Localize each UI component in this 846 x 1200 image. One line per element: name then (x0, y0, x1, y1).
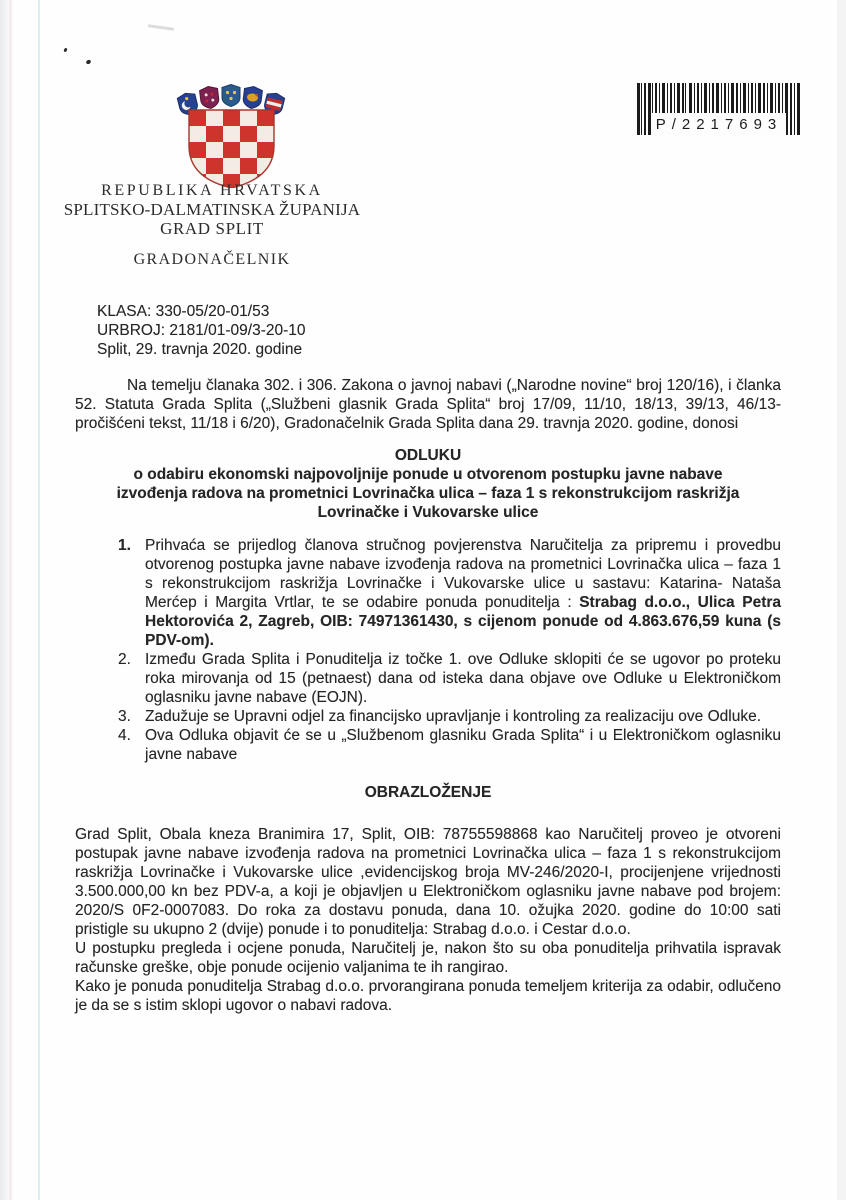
place-date-line: Split, 29. travnja 2020. godine (97, 341, 303, 358)
letterhead-country: REPUBLIKA HRVATSKA (101, 182, 323, 199)
klasa-line: KLASA: 330-05/20-01/53 (97, 303, 270, 320)
letterhead-county: SPLITSKO-DALMATINSKA ŽUPANIJA (63, 200, 361, 219)
explanation-title: OBRAZLOŽENJE (364, 784, 492, 801)
decision-item-number: 4. (118, 727, 131, 744)
scan-smudge (148, 24, 174, 31)
decision-item-text-bold: Strabag d.o.o., Ulica Petra Hektorovića 2, Zagreb, OIB: 74971361430, s cijenom ponude od 4.863.676,59 kuna (s PDV-om). (145, 594, 782, 649)
decision-title: ODLUKU (394, 447, 462, 464)
barcode (637, 83, 800, 135)
ink-speck (85, 59, 91, 65)
decision-item-text: Zadužuje se Upravni odjel za financijsko upravljanje i kontroling za realizaciju ove Odluke. (145, 708, 762, 725)
explanation-paragraph: Kako je ponuda ponuditelja Strabag d.o.o. prvorangirana ponuda temeljem kriterija za odabir, odlučeno je da se s istim sklopi ugovor o nabavi radova. (75, 978, 781, 1014)
decision-item-text-normal: Prihvaća se prijedlog članova stručnog povjerenstva Naručitelja za pripremu i provedbu otvorenog postupka javne nabave izvođenja radova na prometnici Lovrinačka ulica – faza 1 s rekonstrukcijom raskrižja Lovrinačke i Vukovarske ulice u sastavu: Katarina- Nataša Merćep i Margita Vrtlar, te se odabire ponuda ponuditelja : (145, 537, 781, 611)
explanation-paragraph: U postupku pregleda i ocjene ponuda, Naručitelj je, nakon što su oba ponuditelja prihvatila ispravak računske greške, obje ponude ocijenio valjanima te ih rangirao. (75, 940, 781, 976)
scan-streak-pink (9, 0, 12, 1200)
scan-edge-right (837, 0, 846, 1200)
document-letterhead (38, 181, 386, 238)
urbroj-line: URBROJ: 2181/01-09/3-20-10 (97, 322, 306, 339)
decision-item (118, 707, 781, 726)
decision-item-number: 2. (118, 651, 131, 668)
decision-item-number: 1. (118, 537, 131, 554)
decision-subtitle: o odabiru ekonomski najpovoljnije ponude u otvorenom postupku javne nabave izvođenja radova na prometnici Lovrinačka ulica – faza 1 s rekonstrukcijom raskrižja Lovrinačke i Vukovarske ulice (116, 466, 740, 521)
decision-item-text: Između Grada Splita i Ponuditelja iz točke 1. ove Odluke sklopiti će se ugovor po proteku roka mirovanja od 15 (petnaest) dana od isteka dana objave ove Odluke u Elektroničkom oglasniku javne nabave (EOJN). (145, 651, 781, 706)
preamble-paragraph: Na temelju članaka 302. i 306. Zakona o javnoj nabavi („Narodne novine“ broj 120/16), i članka 52. Statuta Grada Splita („Službeni glasnik Grada Splita“ broj 17/09, 11/10, 18/13, 39/13, 46/13-pročišćeni tekst, 11/18 i 6/20), Gradonačelnik Grada Splita dana 29. travnja 2020. godine, donosi (75, 377, 781, 432)
document-body (75, 302, 781, 1015)
reference-block (97, 302, 781, 359)
barcode-label: P/2217693 (652, 113, 786, 135)
decision-item (118, 726, 781, 764)
croatian-coat-of-arms-icon (176, 84, 286, 188)
letterhead-office: GRADONAČELNIK (133, 251, 291, 268)
decision-item (118, 650, 781, 707)
letterhead-city: GRAD SPLIT (160, 219, 264, 238)
explanation-section (75, 825, 781, 1015)
ink-speck (63, 48, 67, 53)
explanation-paragraph: Grad Split, Obala kneza Branimira 17, Split, OIB: 78755598868 kao Naručitelj proveo je otvoreni postupak javne nabave izvođenja radova na prometnici Lovrinačka ulica – faza 1 s rekonstrukcijom raskrižja Lovrinačke i Vukovarske ulice ,evidencijskog broja MV-246/2020-I, procijenjene vrijednosti 3.500.000,00 kn bez PDV-a, a koji je objavljen u Elektroničkom oglasniku javne nabave pod brojem: 2020/S 0F2-0007083. Do roka za dostavu ponuda, dana 10. ožujka 2020. godine do 10:00 sati pristigle su ukupno 2 (dvije) ponude i to ponuditelja: Strabag d.o.o. i Cestar d.o.o. (75, 826, 781, 938)
decision-item-list (118, 536, 781, 764)
decision-item-number: 3. (118, 708, 131, 725)
decision-item-text (145, 536, 781, 650)
scan-streak-cyan (38, 0, 40, 1200)
decision-item-text: Ova Odluka objavit će se u „Službenom glasniku Grada Splita“ i u Elektroničkom oglasniku javne nabave (145, 727, 781, 763)
decision-item (118, 536, 781, 650)
